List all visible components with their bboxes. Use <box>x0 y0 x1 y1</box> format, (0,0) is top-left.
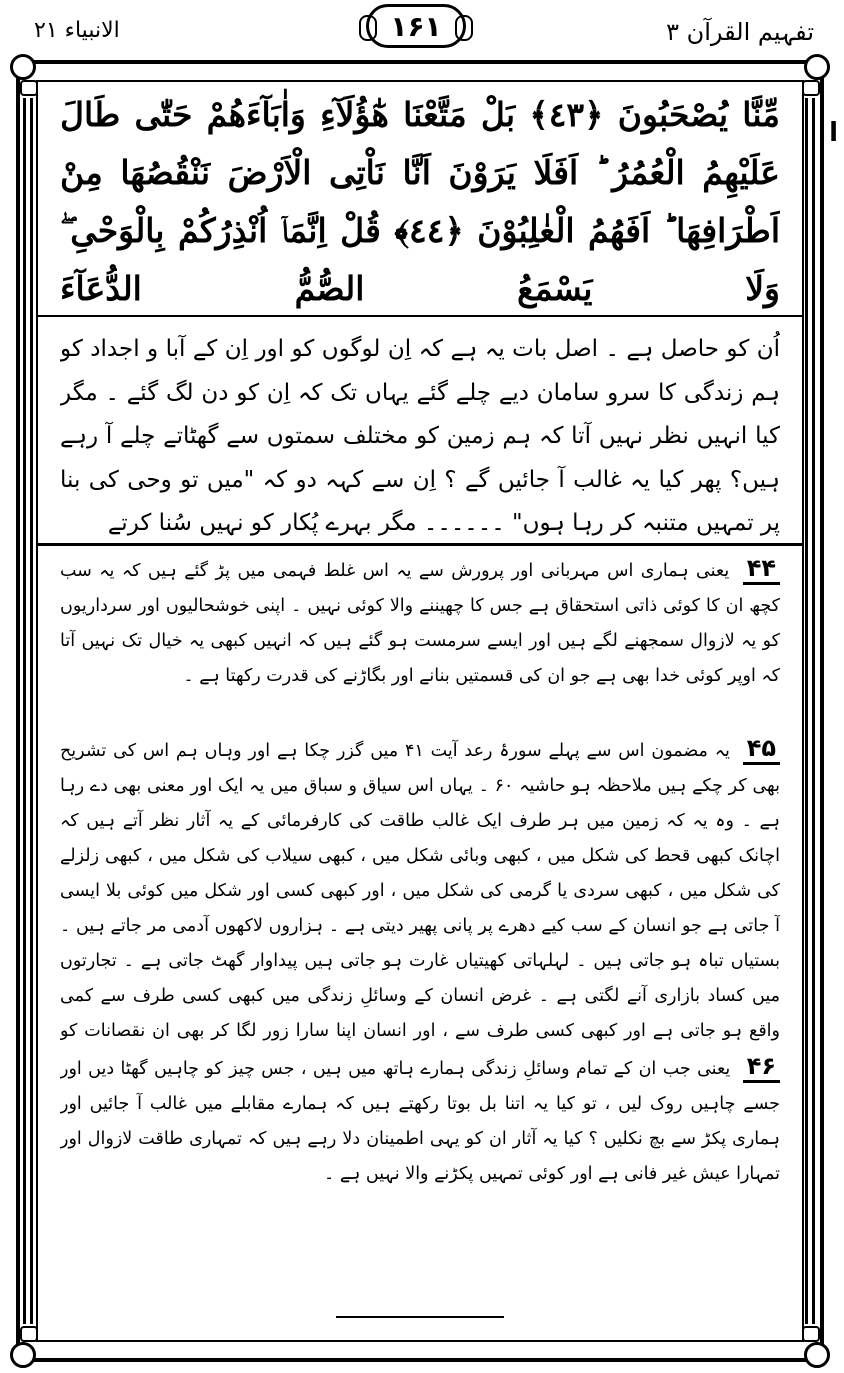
corner-ornament <box>10 1342 36 1368</box>
footnote-text: یعنی ہماری اس مہربانی اور پرورش سے یہ اس غلط فہمی میں پڑ گئے ہیں کہ یہ سب کچھ ان کا کوئی ذاتی استحقاق ہے جس کا چھیننے والا کوئی نہیں ۔ اپنی خوشحالیوں اور سرداریوں کو یہ لازوال سمجھنے لگے ہیں اور ایسے سرمست ہو گئے ہیں کہ انہیں کبھی یہ خیال تک نہیں آتا کہ اوپر کوئی خدا بھی ہے جو ان کی قسمتیں بنانے اور بگاڑنے کی قدرت رکھتا ہے ۔ <box>60 561 780 686</box>
footnote <box>60 734 780 1048</box>
page-number: ۱۶۱ <box>390 9 442 43</box>
right-pillar-ornament <box>802 80 820 1342</box>
page-number-badge <box>366 4 466 48</box>
corner-ornament <box>10 54 36 80</box>
quran-verses: مِّنَّا يُصْحَبُونَ ﴿٤٣﴾ بَلْ مَتَّعْنَا هٰٓؤُلَآءِ وَاٰبَآءَهُمْ حَتّٰى طَالَ عَلَيْهِمُ الْعُمُرُ ؕ اَفَلَا يَرَوْنَ اَنَّا نَاْتِى الْاَرْضَ نَنْقُصُهَا مِنْ اَطْرَافِهَا ؕ اَفَهُمُ الْغٰلِبُوْنَ ﴿٤٤﴾ قُلْ اِنَّمَاۤ اُنْذِرُكُمْ بِالْوَحْىِ ۖ وَلَا يَسْمَعُ الصُّمُّ الدُّعَآءَ <box>60 95 780 308</box>
pillar-line <box>805 98 808 1324</box>
footnote-text: یعنی جب ان کے تمام وسائلِ زندگی ہمارے ہاتھ میں ہیں ، جس چیز کو چاہیں گھٹا دیں اور جسے چاہیں روک لیں ، تو کیا یہ اتنا بل بوتا رکھتے ہیں کہ ہمارے مقابلے میں غالب آ جائیں اور ہماری پکڑ سے بچ نکلیں ؟ کیا یہ آثار ان کو یہی اطمینان دلا رہے ہیں کہ تمہاری طاقت لازوال اور تمہارا عیش غیر فانی ہے اور کوئی تمہیں پکڑنے والا نہیں ہے ۔ <box>60 1059 780 1184</box>
footnote <box>60 1052 780 1228</box>
footnote-number: ۴۴ <box>743 554 780 585</box>
left-pillar-ornament <box>20 80 38 1342</box>
corner-ornament <box>804 54 830 80</box>
pillar-cap <box>20 80 38 96</box>
notes-divider-line <box>38 543 804 546</box>
corner-ornament <box>804 1342 830 1368</box>
footnote <box>60 554 780 730</box>
pillar-cap <box>802 80 820 96</box>
footnote-text: یہ مضمون اس سے پہلے سورۂ رعد آیت ۴۱ میں گزر چکا ہے اور وہاں ہم اس کی تشریح بھی کر چکے ہیں ملاحظہ ہو حاشیہ ۶۰ ۔ یہاں اس سیاق و سباق میں یہ ایک اور معنی بھی دے رہا ہے ۔ وہ یہ کہ زمین میں ہر طرف ایک غالب طاقت کی کارفرمائی کے یہ آثار نظر آتے ہیں کہ اچانک کبھی قحط کی شکل میں ، کبھی وبائی شکل میں ، کبھی سیلاب کی شکل میں ، کبھی زلزلے کی شکل میں ، کبھی سردی یا گرمی کی شکل میں ، اور کبھی کسی اور شکل میں کوئی بلا ایسی آ جاتی ہے جو انسان کے سب کیے دھرے پر پانی پھیر دیتی ہے ۔ ہزاروں لاکھوں آدمی مر جاتے ہیں ۔ بستیاں تباہ ہو جاتی ہیں ۔ لہلہاتی کھیتیاں غارت ہو جاتی ہیں پیداوار گھٹ جاتی ہے ۔ تجارتوں میں کساد بازاری آنے لگتی ہے ۔ غرض انسان کے وسائلِ زندگی میں کبھی کسی طرف سے کمی واقع ہو جاتی ہے اور کبھی کسی طرف سے ، اور انسان اپنا سارا زور لگا کر بھی ان نقصانات کو <box>60 741 780 1041</box>
end-rule <box>336 1316 504 1318</box>
pillar-line <box>30 98 33 1324</box>
book-title: تفہیم القرآن ۳ <box>666 18 814 46</box>
urdu-translation: اُن کو حاصل ہے ۔ اصل بات یہ ہے کہ اِن لوگوں کو اور اِن کے آبا و اجداد کو ہم زندگی کا سرو سامان دیے چلے گئے یہاں تک کہ اِن کو دن لگ گئے ۔ مگر کیا انہیں نظر نہیں آتا کہ ہم زمین کو مختلف سمتوں سے گھٹاتے چلے آ رہے ہیں؟ پھر کیا یہ غالب آ جائیں گے ؟ اِن سے کہہ دو کہ "میں تو وحی کی بنا پر تمہیں متنبہ کر رہا ہوں" ۔۔۔۔۔۔ مگر بہرے پُکار کو نہیں سُنا کرتے <box>60 336 780 536</box>
pillar-line <box>812 98 815 1324</box>
margin-marker: ا <box>829 118 838 148</box>
footnote-number: ۴۵ <box>743 734 780 765</box>
footnote-number: ۴۶ <box>743 1052 780 1083</box>
page-header <box>0 0 844 58</box>
pillar-cap <box>20 1326 38 1342</box>
pillar-line <box>23 98 26 1324</box>
page-content <box>60 86 780 1228</box>
pillar-cap <box>802 1326 820 1342</box>
surah-name: الانبیاء ۲۱ <box>34 18 120 43</box>
quran-divider-line <box>38 315 804 317</box>
